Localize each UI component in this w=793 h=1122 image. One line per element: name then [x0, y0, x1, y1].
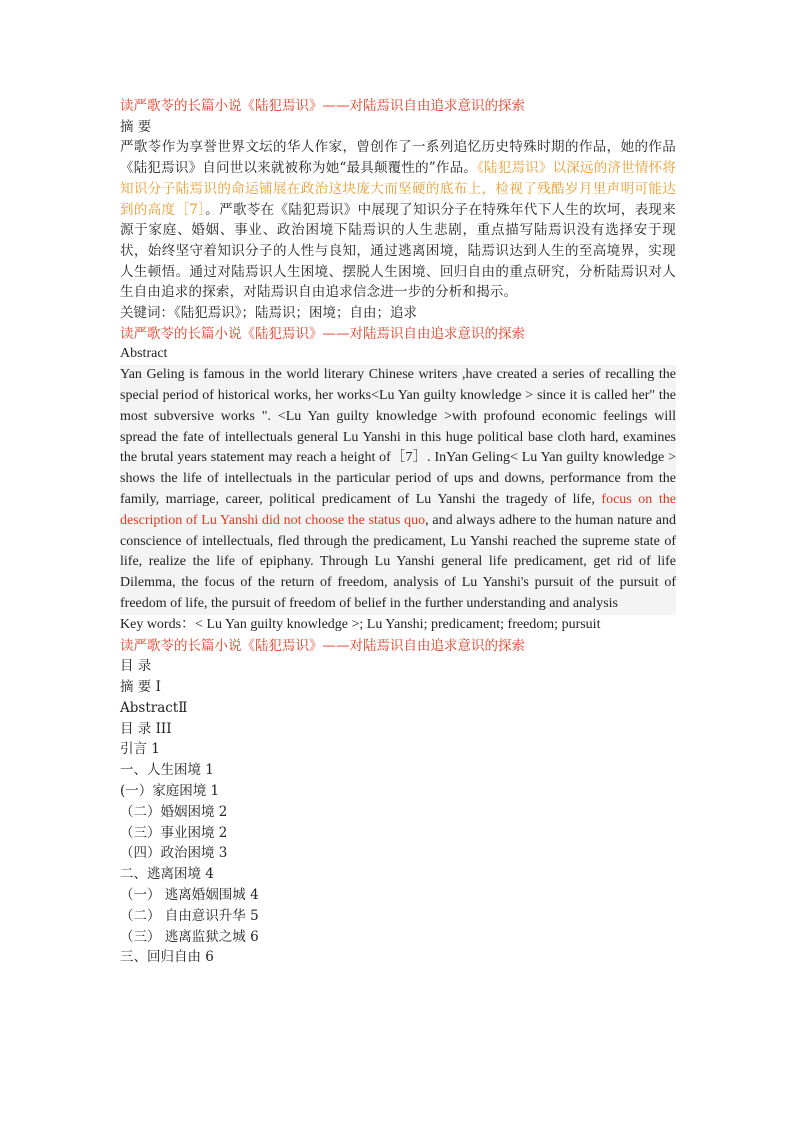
toc-item[interactable]: （三）事业困境 2: [120, 824, 228, 841]
abstract-en-highlight: focus on the description of Lu Yanshi did not choose the status quo: [120, 492, 676, 528]
abstract-cn-highlight: 《陆犯焉识》以深远的济世情怀将知识分子陆焉识的命运铺展在政治这块庞大而坚硬的底布上，检视了残酷岁月里声明可能达到的高度［7］: [120, 160, 676, 218]
toc-heading: 目 录: [120, 658, 152, 675]
toc-item[interactable]: 引言 1: [120, 741, 160, 758]
toc-item[interactable]: （四）政治困境 3: [120, 845, 228, 862]
toc-title: 读严歌苓的长篇小说《陆犯焉识》——对陆焉识自由追求意识的探索: [120, 637, 525, 654]
table-of-contents: [120, 677, 676, 968]
toc-item[interactable]: （二）婚姻困境 2: [120, 803, 228, 820]
toc-item[interactable]: 一、人生困境 1: [120, 762, 214, 779]
abstract-cn-heading: 摘 要: [120, 118, 152, 135]
abstract-en-text-before: Yan Geling is famous in the world literary Chinese writers ,have created a series of recalling the special period of historical works, her works<Lu Yan guilty knowledge > since it is called her" the most subversive works ". <Lu Yan guilty knowledge >with profound economic feelings will spread the fate of intellectuals general Lu Yanshi in this huge political base cloth hard, examines the brutal years statement may reach a height of［7］. InYan Geling< Lu Yan guilty knowledge > shows the life of intellectuals in the particular period of ups and downs, performance from the family, marriage, career, political predicament of Lu Yanshi the tragedy of life,: [120, 367, 676, 508]
abstract-cn-body: [120, 137, 676, 303]
abstract-cn-text-after: 。严歌苓在《陆犯焉识》中展现了知识分子在特殊年代下人生的坎坷，表现来源于家庭、婚姻、事业、政治困境下陆焉识的人生悲剧，重点描写陆焉识没有选择安于现状，始终坚守着知识分子的人性与良知，通过逃离困境，陆焉识达到人生的至高境界，实现人生顿悟。通过对陆焉识人生困境、摆脱人生困境、回归自由的重点研究，分析陆焉识对人生自由追求的探索，对陆焉识自由追求信念进一步的分析和揭示。: [120, 201, 676, 301]
abstract-cn-text-before: 严歌苓作为享誉世界文坛的华人作家，曾创作了一系列追忆历史特殊时期的作品，她的作品《陆犯焉识》自问世以来就被称为她“最具颠覆性的”作品。: [120, 139, 676, 177]
toc-item[interactable]: (一）家庭困境 1: [120, 782, 220, 799]
toc-item[interactable]: 摘 要 I: [120, 679, 161, 695]
toc-item[interactable]: 目 录 III: [120, 720, 172, 737]
abstract-en-body: [120, 365, 676, 615]
toc-item[interactable]: （一） 逃离婚姻围城 4: [120, 886, 259, 903]
abstract-cn-keywords: 关键词：《陆犯焉识》；陆焉识；困境；自由；追求: [120, 305, 417, 322]
document-page: [120, 96, 676, 968]
abstract-en-keywords: Key words：< Lu Yan guilty knowledge >; Lu Yanshi; predicament; freedom; pursuit: [120, 616, 601, 632]
document-title: 读严歌苓的长篇小说《陆犯焉识》——对陆焉识自由追求意识的探索: [120, 98, 525, 114]
toc-item[interactable]: 三、回归自由 6: [120, 949, 214, 966]
abstract-en-heading: Abstract: [120, 346, 168, 362]
toc-item[interactable]: （三） 逃离监狱之城 6: [120, 928, 259, 945]
abstract-en-text-after: , and always adhere to the human nature and conscience of intellectuals, fled through the predicament, Lu Yanshi reached the supreme state of life, realize the life of epiphany. Through Lu Yanshi general life predicament, get rid of life Dilemma, the focus of the return of freedom, analysis of Lu Yanshi's pursuit of the pursuit of freedom of life, the pursuit of freedom of belief in the further understanding and analysis: [120, 512, 677, 611]
toc-item[interactable]: 二、逃离困境 4: [120, 866, 214, 883]
toc-item[interactable]: AbstractⅡ: [120, 699, 188, 716]
toc-item[interactable]: （二） 自由意识升华 5: [120, 907, 259, 924]
abstract-en-title: 读严歌苓的长篇小说《陆犯焉识》——对陆焉识自由追求意识的探索: [120, 325, 525, 342]
